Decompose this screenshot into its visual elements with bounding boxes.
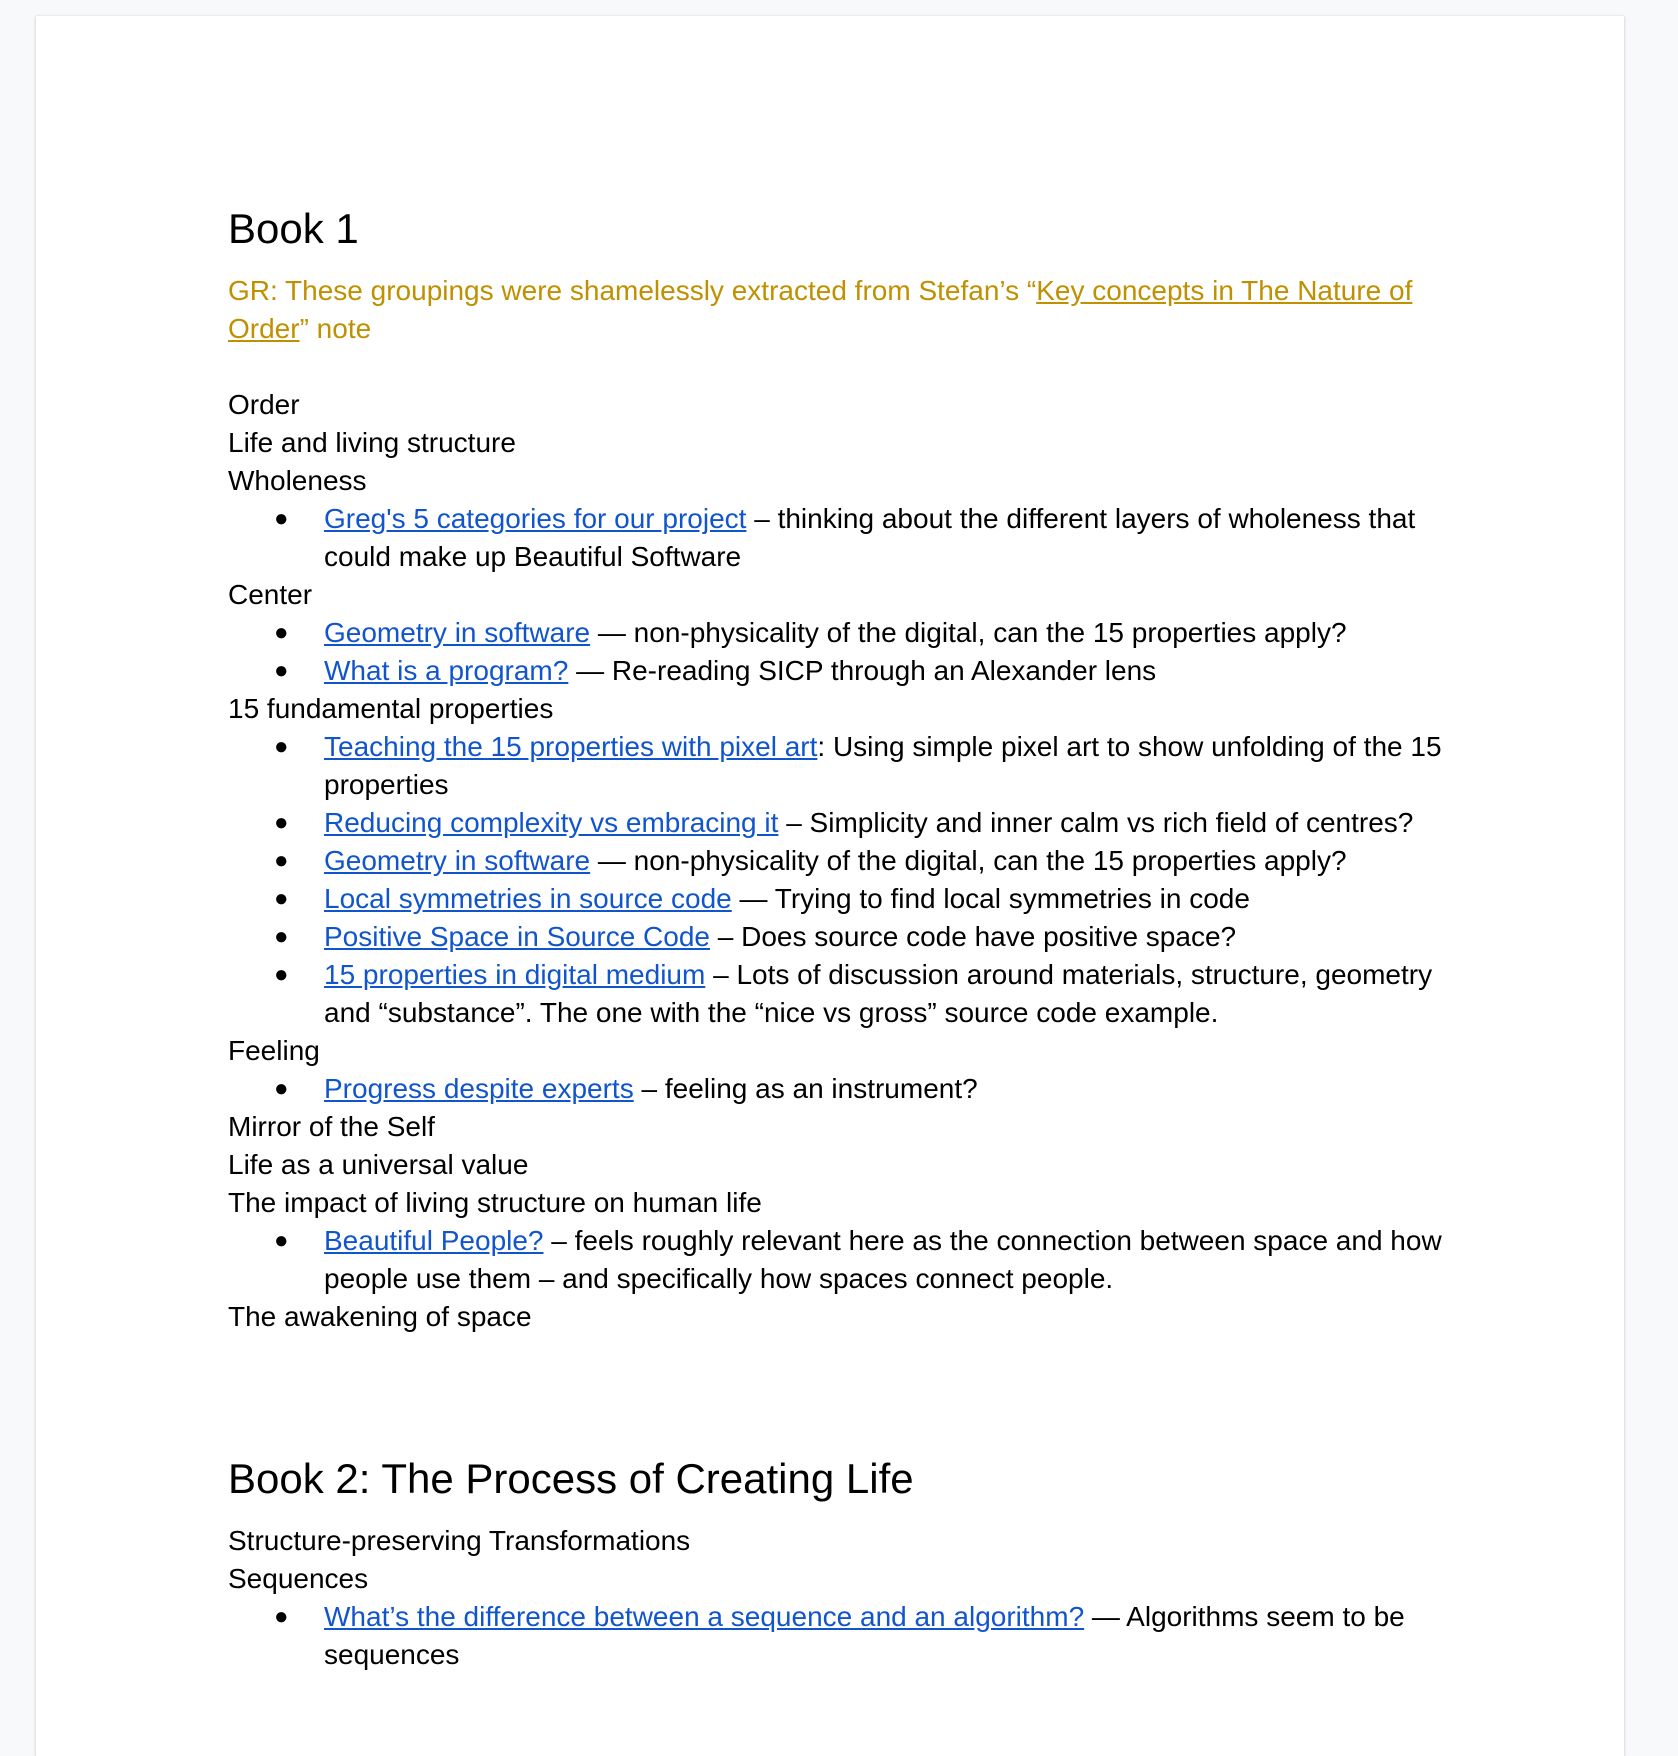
section-spt: Structure-preserving Transformations [228,1525,691,1556]
list-item: ● Local symmetries in source code — Trying to find local symmetries in code [228,880,1448,918]
section-center: Center [228,579,313,610]
item-link[interactable]: What’s the difference between a sequence and an algorithm? [324,1601,1085,1632]
bullet-icon: ● [274,923,289,950]
impact-list [228,1222,1448,1298]
section-universal: Life as a universal value [228,1149,529,1180]
document-body [228,202,1448,1674]
section-awakening: The awakening of space [228,1301,532,1332]
item-link[interactable]: Local symmetries in source code [324,883,732,914]
list-item: ● What is a program? — Re-reading SICP through an Alexander lens [228,652,1448,690]
bullet-icon: ● [274,733,289,760]
section-sequences: Sequences [228,1563,369,1594]
key-concepts-link[interactable]: Key concepts in The Nature of Order [228,275,1413,344]
item-link[interactable]: 15 properties in digital medium [324,959,706,990]
item-link[interactable]: Geometry in software [324,845,591,876]
heading-book-2: Book 2: The Process of Creating Life [228,1455,914,1502]
list-item: ● What’s the difference between a sequence and an algorithm? — Algorithms seem to be sequences [228,1598,1448,1674]
item-link[interactable]: Positive Space in Source Code [324,921,710,952]
center-list [228,614,1448,690]
item-link[interactable]: What is a program? [324,655,569,686]
item-link[interactable]: Greg's 5 categories for our project [324,503,747,534]
bullet-icon: ● [274,961,289,988]
section-mirror: Mirror of the Self [228,1111,435,1142]
feeling-list [228,1070,1448,1108]
heading-book-1: Book 1 [228,205,359,252]
document-page [36,16,1624,1756]
item-link[interactable]: Progress despite experts [324,1073,634,1104]
bullet-icon: ● [274,809,289,836]
sequences-list [228,1598,1448,1674]
bullet-icon: ● [274,505,289,532]
list-item: ● Positive Space in Source Code – Does source code have positive space? [228,918,1448,956]
section-feeling: Feeling [228,1035,320,1066]
item-link[interactable]: Teaching the 15 properties with pixel art [324,731,818,762]
bullet-icon: ● [274,885,289,912]
item-link[interactable]: Geometry in software [324,617,591,648]
list-item: ● 15 properties in digital medium – Lots of discussion around materials, structure, geometry and “substance”. The one with the “nice vs gross” source code example. [228,956,1448,1032]
item-link[interactable]: Reducing complexity vs embracing it [324,807,779,838]
wholeness-list [228,500,1448,576]
section-wholeness: Wholeness [228,465,367,496]
list-item: ● Beautiful People? – feels roughly relevant here as the connection between space and how people use them – and specifically how spaces connect people. [228,1222,1448,1298]
section-15-properties: 15 fundamental properties [228,693,554,724]
bullet-icon: ● [274,1227,289,1254]
bullet-icon: ● [274,1603,289,1630]
bullet-icon: ● [274,657,289,684]
list-item: ● Teaching the 15 properties with pixel art: Using simple pixel art to show unfolding of the 15 properties [228,728,1448,804]
properties-list [228,728,1448,1032]
section-life: Life and living structure [228,427,516,458]
section-impact: The impact of living structure on human life [228,1187,762,1218]
bullet-icon: ● [274,619,289,646]
list-item: ● Reducing complexity vs embracing it – Simplicity and inner calm vs rich field of centres? [228,804,1448,842]
grouping-note: GR: These groupings were shamelessly extracted from Stefan’s “Key concepts in The Nature of Order” note [228,275,1413,344]
bullet-icon: ● [274,1075,289,1102]
list-item: ● Geometry in software — non-physicality of the digital, can the 15 properties apply? [228,842,1448,880]
list-item: ● Geometry in software — non-physicality of the digital, can the 15 properties apply? [228,614,1448,652]
list-item: ● Progress despite experts – feeling as an instrument? [228,1070,1448,1108]
bullet-icon: ● [274,847,289,874]
item-link[interactable]: Beautiful People? [324,1225,544,1256]
list-item: ● Greg's 5 categories for our project – thinking about the different layers of wholeness that could make up Beautiful Software [228,500,1448,576]
section-order: Order [228,389,300,420]
